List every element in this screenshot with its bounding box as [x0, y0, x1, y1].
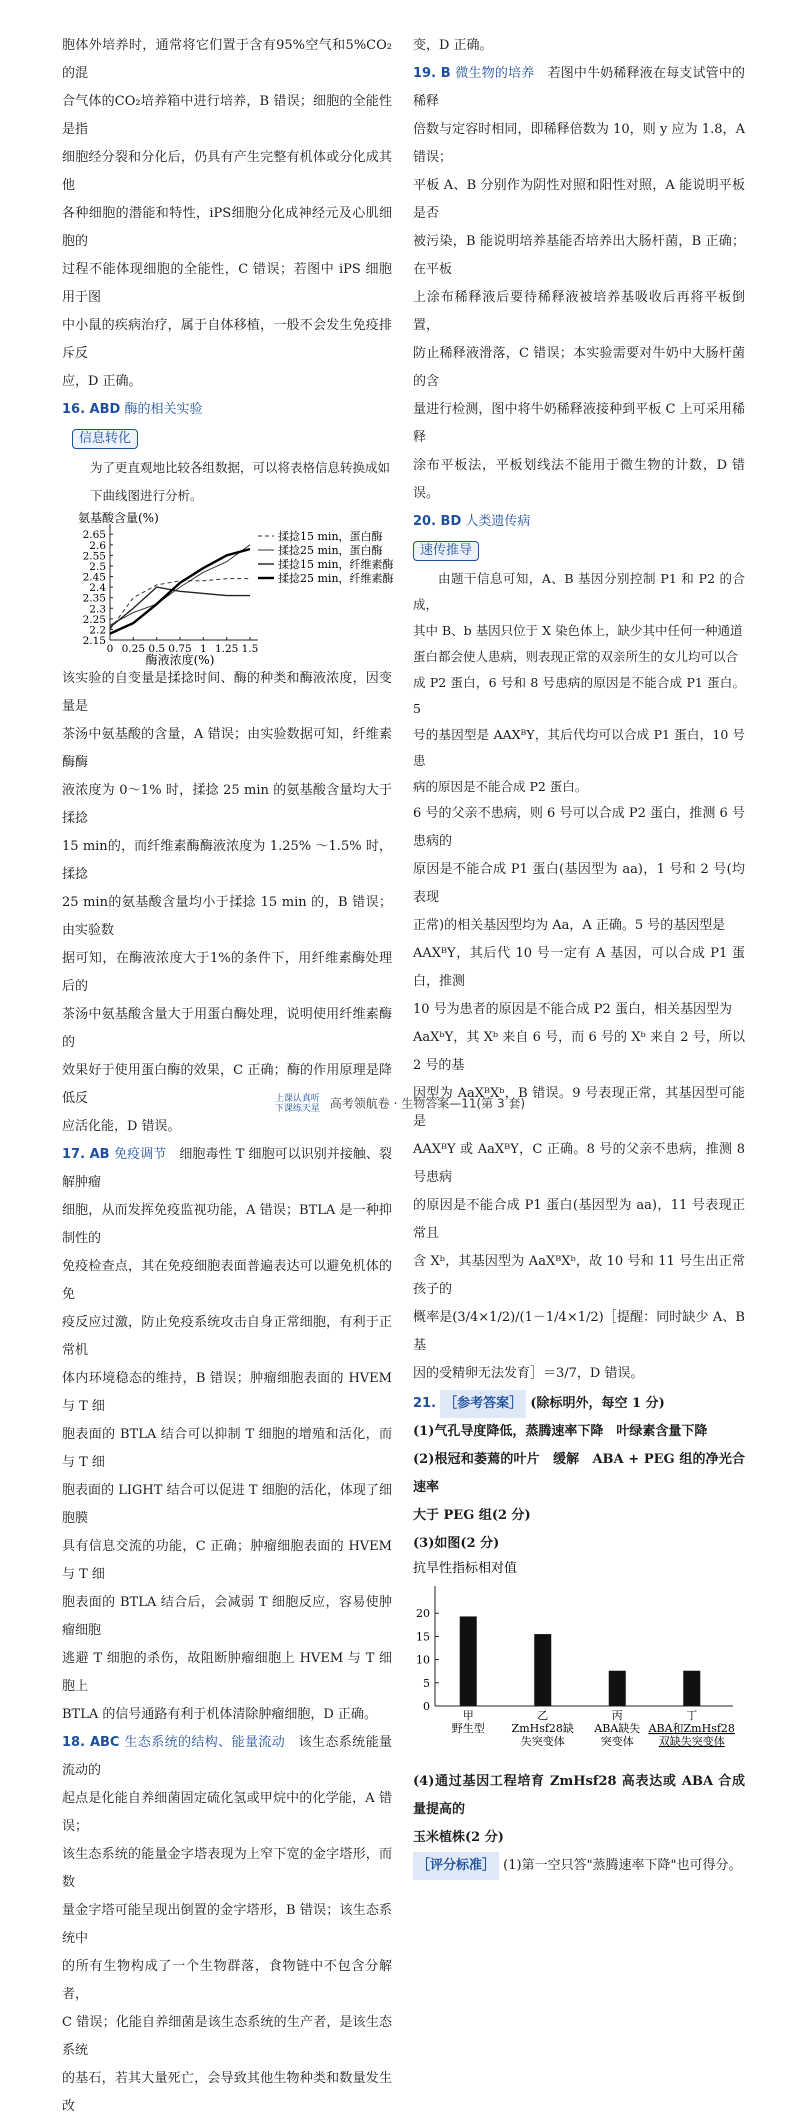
q15-continuation — [62, 32, 392, 396]
category-label: 乙 — [537, 1709, 549, 1722]
x-tick-label: 0.25 — [121, 643, 146, 655]
q18-line: 起点是化能自养细菌固定硫化氢或甲烷中的化学能，A 错误； — [62, 1791, 392, 1834]
derivation-line: 病的原因是不能合成 P2 蛋白。 — [413, 779, 588, 794]
q16-topic: 酶的相关实验 — [124, 402, 203, 417]
category-label: 丙 — [611, 1709, 623, 1722]
q17-line: 胞表面的 LIGHT 结合可以促进 T 细胞的活化，体现了细胞膜 — [62, 1483, 392, 1526]
text-line: 因的受精卵无法发育］＝3/7，D 错误。 — [413, 1366, 644, 1381]
q18-line: C 错误；化能自养细菌是该生态系统的生产者，是该生态系统 — [62, 2015, 392, 2058]
y-axis-label: 氨基酸含量(%) — [78, 511, 159, 525]
text-line: 细胞经分裂和分化后，仍具有产生完整有机体或分化成其他 — [62, 150, 392, 193]
category-label: ABA缺失 — [594, 1722, 641, 1735]
criteria-line — [413, 1852, 745, 1880]
y-tick-label: 2.6 — [89, 539, 106, 552]
q17-line: 体内环境稳态的维持，B 错误；肿瘤细胞表面的 HVEM 与 T 细 — [62, 1371, 392, 1414]
q16-intro — [62, 454, 392, 510]
x-tick-label: 0.5 — [148, 643, 166, 655]
text-line: 该实验的自变量是揉捻时间、酶的种类和酶液浓度，因变量是 — [62, 671, 392, 714]
q17-line: 胞表面的 BTLA 结合可以抑制 T 细胞的增殖和活化，而与 T 细 — [62, 1427, 392, 1470]
text-line: 胞体外培养时，通常将它们置于含有95%空气和5%CO₂的混 — [62, 38, 392, 81]
text-line: 15 min的，而纤维素酶酶液浓度为 1.25% ～1.5% 时，揉捻 — [62, 839, 392, 882]
x-tick-label: 0.75 — [168, 643, 192, 655]
q16-header — [62, 396, 392, 424]
derivation-line: 号的基因型是 AAXᴮY，其后代均可以合成 P1 蛋白，10 号患 — [413, 727, 745, 768]
y-tick-label: 5 — [423, 1676, 430, 1690]
q19-line: 平板 A、B 分别作为阴性对照和阳性对照，A 能说明平板是否 — [413, 178, 745, 221]
answer-line: (4)通过基因工程培育 ZmHsf28 高表达或 ABA 合成量提高的 — [413, 1774, 745, 1817]
q16-number: 16. ABD — [62, 402, 121, 417]
legend-label-4: 揉捻25 min，纤维素酶 — [278, 572, 394, 585]
text-line: AAXᴮY，其后代 10 号一定有 A 基因，可以合成 P1 蛋白，推测 — [413, 946, 745, 989]
reference-answer-tag: ［参考答案］ — [440, 1390, 526, 1418]
text-line: 10 号为患者的原因是不能合成 P2 蛋白，相关基因型为 — [413, 1002, 732, 1017]
q16-explanation — [62, 665, 392, 1141]
q18-line: 的基石，若其大量死亡，会导致其他生物种类和数量发生改 — [62, 2071, 392, 2114]
y-tick-label: 15 — [416, 1630, 430, 1644]
q17-first-line — [62, 1141, 392, 1197]
series-line-2 — [110, 545, 250, 625]
publisher-logo — [275, 1094, 320, 1114]
q19-block — [413, 60, 745, 508]
q21-header — [413, 1390, 745, 1418]
y-tick-label: 2.2 — [89, 624, 106, 637]
legend-label-1: 揉捻15 min，蛋白酶 — [278, 530, 383, 543]
category-label: 突变体 — [600, 1735, 634, 1748]
q21-number: 21. — [413, 1396, 437, 1411]
category-label: 丁 — [686, 1709, 698, 1722]
text-line: 应，D 正确。 — [62, 374, 142, 389]
x-tick-label: 1.5 — [241, 643, 259, 655]
category-label: 失突变体 — [520, 1735, 565, 1748]
q19-line: 涂布平板法，平板划线法不能用于微生物的计数，D 错误。 — [413, 458, 745, 501]
bar-3 — [609, 1671, 626, 1706]
text-line: 含 Xᵇ，其基因型为 AaXᴮXᵇ，故 10 号和 11 号生出正常孩子的 — [413, 1254, 745, 1297]
q18-first-line — [62, 1729, 392, 1785]
x-tick-label: 0 — [106, 643, 114, 655]
answer-line: (2)根冠和萎蔫的叶片 缓解 ABA + PEG 组的净光合速率 — [413, 1452, 745, 1495]
bar-2 — [534, 1634, 551, 1706]
text-line: 应活化能，D 错误。 — [62, 1119, 181, 1134]
x-tick-label: 1 — [199, 643, 207, 655]
y-tick-label: 2.65 — [82, 529, 106, 542]
q16-intro-line: 下曲线图进行分析。 — [90, 488, 203, 503]
q18-line: 该生态系统的能量金字塔表现为上窄下宽的金字塔形，而数 — [62, 1847, 392, 1890]
y-tick-label: 2.25 — [82, 613, 106, 626]
x-axis-label: 酶液浓度(%) — [145, 653, 215, 667]
q20-number: 20. BD — [413, 514, 462, 529]
answer-line: 大于 PEG 组(2 分) — [413, 1508, 531, 1523]
footer-text: 高考领航卷 · 生物答案—11(第 3 套) — [329, 1096, 526, 1111]
q20-topic: 人类遗传病 — [465, 514, 531, 529]
q20-derivation — [413, 566, 745, 800]
text-line: AaXᵇY，其 Xᵇ 来自 6 号，而 6 号的 Xᵇ 来自 2 号，所以2 号的基 — [413, 1030, 745, 1073]
text-line: 合气体的CO₂培养箱中进行培养，B 错误；细胞的全能性是指 — [62, 94, 392, 137]
q19-text: 若图中牛奶稀释液在每支试管中的稀释 — [413, 66, 745, 109]
q19-topic: 微生物的培养 — [455, 66, 548, 81]
x-tick-label: 1.25 — [214, 643, 239, 655]
y-tick-label: 2.15 — [82, 635, 106, 647]
q18-text: 该生态系统能量流动的 — [62, 1735, 392, 1778]
category-label: 双缺失突变体 — [658, 1735, 725, 1748]
q21-answer-4 — [413, 1768, 745, 1852]
y-tick-label: 20 — [416, 1607, 430, 1621]
q19-line: 量进行检测，图中将牛奶稀释液接种到平板 C 上可采用稀释 — [413, 402, 745, 445]
q17-line: 疫反应过激，防止免疫系统攻击自身正常细胞，有利于正常机 — [62, 1315, 392, 1358]
bar-chart — [413, 1558, 745, 1768]
page-footer — [0, 1094, 800, 1114]
q17-line: 细胞，从而发挥免疫监视功能，A 错误；BTLA 是一种抑制性的 — [62, 1203, 392, 1246]
category-label: 野生型 — [451, 1722, 485, 1735]
q18-line: 量金字塔可能呈现出倒置的金字塔形，B 错误；该生态系统中 — [62, 1903, 392, 1946]
text-line: AAXᴮY 或 AaXᴮY，C 正确。8 号的父亲不患病，推测 8 号患病 — [413, 1142, 745, 1185]
q17-line: 具有信息交流的功能，C 正确；肿瘤细胞表面的 HVEM 与 T 细 — [62, 1539, 392, 1582]
text-line: 25 min的氨基酸含量均小于揉捻 15 min 的，B 错误；由实验数 — [62, 895, 392, 938]
y-tick-label: 2.4 — [89, 582, 106, 595]
text-line: 效果好于使用蛋白酶的效果，C 正确；酶的作用原理是降低反 — [62, 1063, 392, 1106]
q20-header — [413, 508, 745, 536]
category-label: ZmHsf28缺 — [511, 1722, 574, 1735]
text-line: 正常)的相关基因型均为 Aa，A 正确。5 号的基因型是 — [413, 918, 726, 933]
y-tick-label: 10 — [416, 1653, 430, 1667]
right-column — [413, 32, 745, 1880]
q21-answer-2 — [413, 1446, 745, 1530]
derivation-line: 由题干信息可知，A、B 基因分别控制 P1 和 P2 的合成， — [413, 571, 745, 612]
text-line: 据可知，在酶液浓度大于1%的条件下，用纤维素酶处理后的 — [62, 951, 392, 994]
derivation-line: 其中 B、b 基因只位于 X 染色体上，缺少其中任何一种通道 — [413, 623, 743, 638]
q17-text: 细胞毒性 T 细胞可以识别并接触、裂解肿瘤 — [62, 1147, 392, 1190]
q19-line: 防止稀释液滑落，C 错误；本实验需要对牛奶中大肠杆菌的含 — [413, 346, 745, 389]
category-label: 甲 — [462, 1709, 474, 1722]
bar-1 — [460, 1616, 477, 1706]
line-chart — [62, 510, 392, 665]
q18-number: 18. ABC — [62, 1735, 125, 1750]
q19-line: 上涂布稀释液后要待稀释液被培养基吸收后再将平板倒置， — [413, 290, 745, 333]
q18-topic: 生态系统的结构、能量流动 — [124, 1735, 299, 1750]
text-line: 6 号的父亲不患病，则 6 号可以合成 P2 蛋白，推测 6 号患病的 — [413, 806, 745, 849]
q18-line: 的所有生物构成了一个生物群落，食物链中不包含分解者， — [62, 1959, 392, 2002]
text-line: 因型为 AaXᴮXᵇ，B 错误。9 号表现正常，其基因型可能是 — [413, 1086, 745, 1129]
text-line: 茶汤中氨基酸的含量，A 错误；由实验数据可知，纤维素酶酶 — [62, 727, 392, 770]
q18-end: 变，D 正确。 — [413, 38, 493, 53]
series-line-1 — [110, 579, 250, 630]
y-axis-label: 抗旱性指标相对值 — [413, 1561, 518, 1576]
y-tick-label: 2.55 — [82, 550, 106, 563]
q19-line: 倍数与定容时相同，即稀释倍数为 10，则 y 应为 1.8，A 错误； — [413, 122, 745, 165]
text-line: 茶汤中氨基酸含量大于用蛋白酶处理，说明使用纤维素酶的 — [62, 1007, 392, 1050]
legend-label-3: 揉捻15 min，纤维素酶 — [278, 558, 394, 571]
q17-topic: 免疫调节 — [114, 1147, 180, 1162]
score-note: (除标明外，每空 1 分) — [530, 1396, 665, 1411]
q17-number: 17. AB — [62, 1147, 115, 1162]
derivation-line: 蛋白都会使人患病，则表现正常的双亲所生的女儿均可以合 — [413, 649, 739, 664]
q19-line: 被污染，B 能说明培养基能否培养出大肠杆菌，B 正确；在平板 — [413, 234, 745, 277]
q17-line: BTLA 的信号通路有利于机体清除肿瘤细胞，D 正确。 — [62, 1707, 377, 1722]
category-label: ABA和ZmHsf28 — [648, 1722, 735, 1735]
logo-line-2: 下课练天星 — [274, 1104, 320, 1114]
y-tick-label: 2.45 — [82, 571, 106, 584]
text-line: 液浓度为 0～1% 时，揉捻 25 min 的氨基酸含量均大于揉捻 — [62, 783, 392, 826]
left-column — [62, 32, 392, 2121]
y-tick-label: 2.3 — [89, 603, 106, 616]
q21-answer-3: (3)如图(2 分) — [413, 1536, 500, 1551]
q16-intro-line: 为了更直观地比较各组数据，可以将表格信息转换成如 — [90, 460, 391, 475]
logo-line-1: 上课认真听 — [274, 1094, 320, 1104]
derivation-line: 成 P2 蛋白，6 号和 8 号患病的原因是不能合成 P1 蛋白。5 — [413, 675, 745, 716]
text-line: 概率是(3/4×1/2)/(1－1/4×1/2)［提醒：同时缺少 A、B 基 — [413, 1310, 745, 1353]
q19-first-line — [413, 60, 745, 116]
series-line-3 — [110, 587, 250, 627]
text-line: 各种细胞的潜能和特性，iPS细胞分化成神经元及心肌细胞的 — [62, 206, 392, 249]
y-tick-label: 2.35 — [82, 592, 106, 605]
legend-label-2: 揉捻25 min，蛋白酶 — [278, 544, 383, 557]
q21-answer-1: (1)气孔导度降低，蒸腾速率下降 叶绿素含量下降 — [413, 1424, 708, 1439]
q17-block — [62, 1141, 392, 1729]
info-transform-badge: 信息转化 — [72, 429, 138, 449]
q17-line: 胞表面的 BTLA 结合后，会减弱 T 细胞反应，容易使肿瘤细胞 — [62, 1595, 392, 1638]
y-tick-label: 2.5 — [89, 560, 106, 573]
criteria-tag: ［评分标准］ — [413, 1852, 499, 1880]
answer-line: 玉米植株(2 分) — [413, 1830, 504, 1845]
q19-number: 19. B — [413, 66, 456, 81]
q17-line: 免疫检查点，其在免疫细胞表面普遍表达可以避免机体的免 — [62, 1259, 392, 1302]
text-line: 原因是不能合成 P1 蛋白(基因型为 aa)，1 号和 2 号(均表现 — [413, 862, 745, 905]
y-tick-label: 0 — [423, 1700, 430, 1713]
q17-line: 逃避 T 细胞的杀伤，故阻断肿瘤细胞上 HVEM 与 T 细胞上 — [62, 1651, 392, 1694]
text-line: 的原因是不能合成 P1 蛋白(基因型为 aa)，11 号表现正常且 — [413, 1198, 745, 1241]
text-line: 过程不能体现细胞的全能性，C 错误；若图中 iPS 细胞用于图 — [62, 262, 392, 305]
derivation-badge: 速传推导 — [413, 541, 479, 561]
criteria-text: (1)第一空只答"蒸腾速率下降"也可得分。 — [503, 1858, 742, 1873]
bar-4 — [683, 1671, 700, 1706]
text-line: 中小鼠的疾病治疗，属于自体移植，一般不会发生免疫排斥反 — [62, 318, 392, 361]
q18-block — [62, 1729, 392, 2121]
